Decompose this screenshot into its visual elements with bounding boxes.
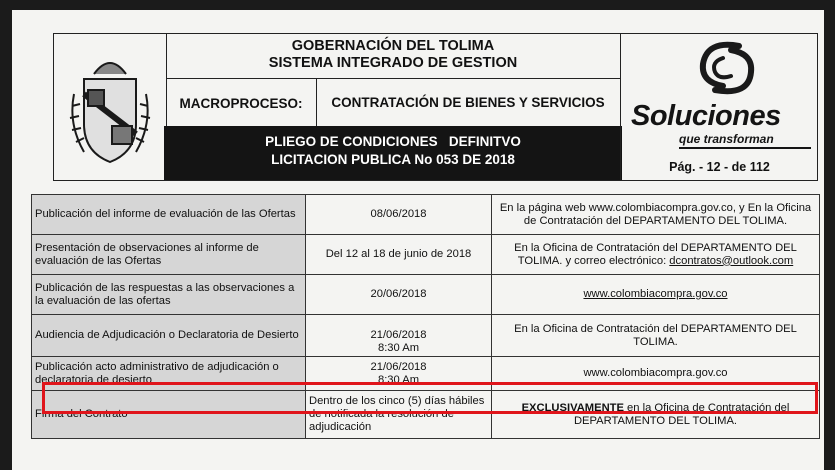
macroproceso-row — [166, 78, 620, 127]
date-cell: Del 12 al 18 de junio de 2018 — [306, 235, 492, 275]
date-cell: 20/06/2018 — [306, 275, 492, 315]
gov-line-1: GOBERNACIÓN DEL TOLIMA — [291, 38, 495, 54]
table-row — [32, 235, 820, 275]
time-value: 8:30 Am — [377, 373, 420, 386]
email-link[interactable]: dcontratos@outlook.com — [669, 254, 794, 267]
gov-line-2: SISTEMA INTEGRADO DE GESTION — [268, 55, 518, 71]
brand-slogan: que transforman — [679, 132, 774, 146]
activity-cell: Presentación de observaciones al informe de evaluación de las Ofertas — [32, 235, 306, 275]
website-link[interactable]: www.colombiacompra.gov.co — [583, 288, 728, 300]
soluciones-swirl-icon — [687, 36, 767, 100]
pliego-banner — [164, 126, 622, 180]
emphasis-text: EXCLUSIVAMENTE — [521, 401, 624, 414]
place-cell — [492, 235, 820, 275]
highlight-box — [42, 382, 818, 414]
activity-cell: Publicación del informe de evaluación de las Ofertas — [32, 195, 306, 235]
government-title — [166, 38, 620, 72]
place-text: En la Oficina de Contratación del DEPARTAMENTO DEL TOLIMA. y correo electrónico: — [514, 241, 797, 267]
table-row — [32, 315, 820, 357]
place-cell — [492, 275, 820, 315]
document-header — [53, 33, 818, 181]
activity-cell: Publicación acto administrativo de adjudicación o declaratoria de desierto — [32, 357, 306, 391]
header-center — [166, 34, 620, 180]
macroproceso-label: MACROPROCESO: — [166, 79, 317, 127]
date-cell: 08/06/2018 — [306, 195, 492, 235]
date-value: 21/06/2018 — [370, 360, 427, 373]
activity-cell: Publicación de las respuestas a las observaciones a la evaluación de las ofertas — [32, 275, 306, 315]
place-text: en la Oficina de Contratación del DEPARTAMENTO DEL TOLIMA. — [573, 401, 790, 427]
pliego-line-1: PLIEGO DE CONDICIONES DEFINITVO — [265, 134, 521, 149]
place-cell: www.colombiacompra.gov.co — [492, 357, 820, 391]
document-page — [12, 10, 824, 470]
activity-cell: Firma del Contrato — [32, 391, 306, 439]
place-cell: En la Oficina de Contratación del DEPARTAMENTO DEL TOLIMA. — [492, 315, 820, 357]
brand-name: Soluciones — [631, 100, 781, 132]
activity-cell: Audiencia de Adjudicación o Declaratoria de Desierto — [32, 315, 306, 357]
brand-underline — [679, 147, 811, 149]
page-number: Pág. - 12 - de 112 — [669, 160, 770, 174]
date-value: 21/06/2018 — [370, 329, 427, 341]
date-cell: Dentro de los cinco (5) días hábiles de notificada la resolución de adjudicación — [306, 391, 492, 439]
table-row — [32, 195, 820, 235]
time-value: 8:30 Am — [377, 342, 420, 354]
date-cell — [306, 315, 492, 357]
table-row — [32, 275, 820, 315]
place-cell: En la página web www.colombiacompra.gov.co, y En la Oficina de Contratación del DEPARTAMENTO DEL TOLIMA. — [492, 195, 820, 235]
macroproceso-value: CONTRATACIÓN DE BIENES Y SERVICIOS — [331, 95, 605, 110]
pliego-line-2: LICITACION PUBLICA No 053 DE 2018 — [271, 152, 515, 167]
header-brand-panel — [620, 34, 818, 180]
tolima-coat-of-arms-logo — [54, 34, 167, 180]
